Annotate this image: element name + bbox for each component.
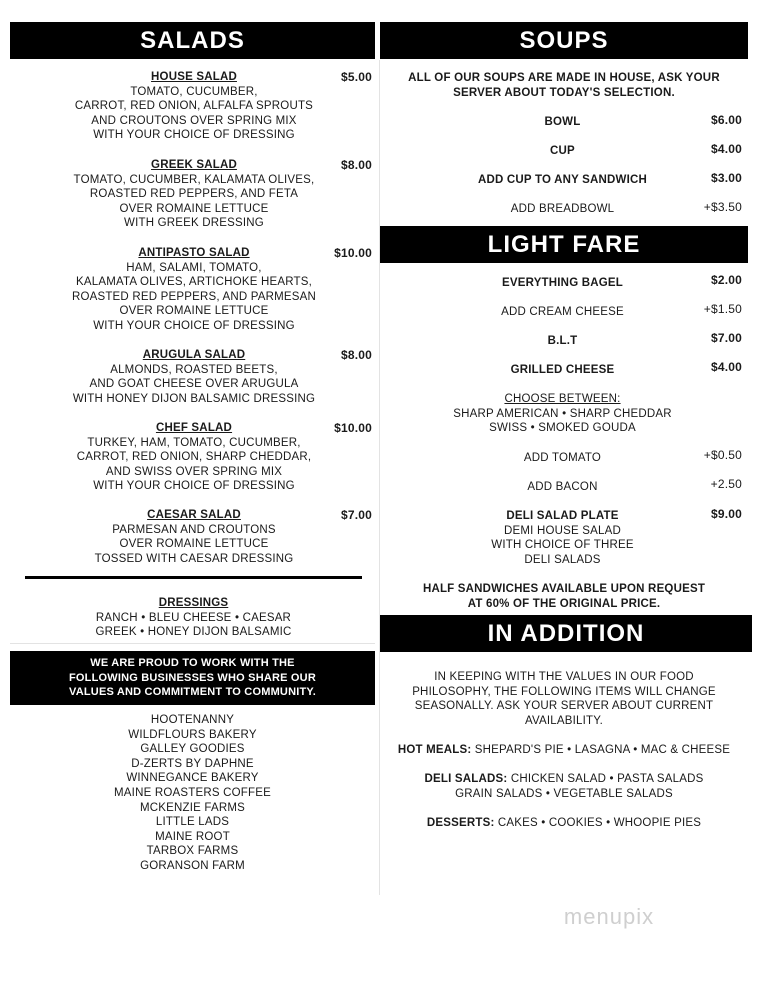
deli-plate-name: DELI SALAD PLATE bbox=[506, 510, 619, 522]
item-desc-line: WITH YOUR CHOICE OF DRESSING bbox=[93, 480, 295, 493]
salads-header: SALADS bbox=[10, 22, 375, 59]
soup-row-add-cup: ADD CUP TO ANY SANDWICH bbox=[477, 174, 648, 186]
lf-deli-plate bbox=[440, 509, 685, 567]
partners-banner-line: VALUES AND COMMITMENT TO COMMUNITY. bbox=[69, 686, 316, 699]
lf-row-add-tomato: ADD TOMATO bbox=[523, 452, 602, 464]
intro-line: AVAILABILITY. bbox=[524, 714, 604, 727]
partner-name: LITTLE LADS bbox=[155, 816, 230, 829]
item-desc-line: TOMATO, CUCUMBER, bbox=[130, 85, 258, 98]
soup-price-add-cup: $3.00 bbox=[710, 171, 742, 185]
lf-price-add-tomato: +$0.50 bbox=[703, 448, 742, 462]
item-name: CAESAR SALAD bbox=[147, 509, 241, 521]
lf-price-add-bacon: +2.50 bbox=[710, 477, 742, 491]
item-price: $8.00 bbox=[340, 348, 372, 362]
soups-header: SOUPS bbox=[380, 22, 748, 59]
choose-line: SWISS • SMOKED GOUDA bbox=[489, 422, 636, 435]
intro-line: IN KEEPING WITH THE VALUES IN OUR FOOD bbox=[434, 671, 694, 683]
soup-row-breadbowl: ADD BREADBOWL bbox=[510, 203, 615, 215]
item-desc-line: WITH YOUR CHOICE OF DRESSING bbox=[93, 319, 295, 332]
partner-name: WILDFLOURS BAKERY bbox=[128, 728, 257, 741]
partner-name: HOOTENANNY bbox=[150, 714, 235, 726]
soup-price-bowl: $6.00 bbox=[710, 113, 742, 127]
soups-intro-line: ALL OF OUR SOUPS ARE MADE IN HOUSE, ASK YOUR bbox=[408, 72, 720, 84]
column-divider bbox=[379, 60, 380, 895]
lf-price-deli-plate: $9.00 bbox=[710, 507, 742, 521]
lf-choose-block bbox=[420, 392, 705, 436]
partner-name: GORANSON FARM bbox=[140, 859, 245, 872]
in-addition-intro bbox=[385, 670, 743, 728]
item-name: HOUSE SALAD bbox=[151, 71, 237, 83]
menu-item-greek-salad bbox=[50, 158, 338, 231]
soup-price-cup: $4.00 bbox=[710, 142, 742, 156]
item-desc-line: OVER ROMAINE LETTUCE bbox=[119, 538, 269, 551]
item-desc-line: TURKEY, HAM, TOMATO, CUCUMBER, bbox=[87, 436, 301, 449]
partner-name: MAINE ROASTERS COFFEE bbox=[114, 786, 271, 799]
item-desc-line: ROASTED RED PEPPERS, AND PARMESAN bbox=[71, 290, 317, 303]
intro-line: SEASONALLY. ASK YOUR SERVER ABOUT CURRENT bbox=[414, 700, 714, 713]
hot-meals-label: HOT MEALS: bbox=[397, 744, 472, 756]
item-desc-line: AND SWISS OVER SPRING MIX bbox=[105, 465, 283, 478]
in-addition-header: IN ADDITION bbox=[380, 615, 752, 652]
section-divider bbox=[25, 576, 362, 579]
light-fare-header: LIGHT FARE bbox=[380, 226, 748, 263]
item-price: $10.00 bbox=[334, 246, 372, 260]
partner-name: MCKENZIE FARMS bbox=[139, 801, 246, 814]
deli-salads-label: DELI SALADS: bbox=[424, 773, 508, 785]
choose-title: CHOOSE BETWEEN: bbox=[504, 393, 621, 405]
item-desc-line: ALMONDS, ROASTED BEETS, bbox=[110, 363, 278, 376]
partner-name: MAINE ROOT bbox=[155, 830, 230, 843]
item-desc-line: TOSSED WITH CAESAR DRESSING bbox=[94, 552, 294, 565]
item-price: $8.00 bbox=[340, 158, 372, 172]
soup-row-cup: CUP bbox=[550, 145, 575, 157]
lf-row-add-bacon: ADD BACON bbox=[527, 481, 598, 493]
light-divider bbox=[10, 643, 375, 644]
item-price: $7.00 bbox=[340, 508, 372, 522]
menu-item-arugula-salad bbox=[50, 348, 338, 406]
deli-plate-desc: DEMI HOUSE SALAD bbox=[504, 524, 621, 537]
lf-row-blt: B.L.T bbox=[547, 335, 578, 347]
soup-price-breadbowl: +$3.50 bbox=[703, 200, 742, 214]
lf-price-bagel: $2.00 bbox=[710, 273, 742, 287]
partners-banner-line: FOLLOWING BUSINESSES WHO SHARE OUR bbox=[69, 671, 316, 684]
dressings-title: DRESSINGS bbox=[158, 597, 229, 609]
deli-salads-text2: GRAIN SALADS • VEGETABLE SALADS bbox=[455, 787, 673, 800]
lf-row-grilled-cheese: GRILLED CHEESE bbox=[510, 364, 615, 376]
intro-line: PHILOSOPHY, THE FOLLOWING ITEMS WILL CHANGE bbox=[412, 685, 716, 698]
partner-name: D-ZERTS BY DAPHNE bbox=[131, 757, 254, 770]
hot-meals-text: SHEPARD'S PIE • LASAGNA • MAC & CHEESE bbox=[471, 744, 731, 756]
item-desc-line: HAM, SALAMI, TOMATO, bbox=[126, 261, 262, 274]
partner-name: TARBOX FARMS bbox=[146, 845, 239, 858]
soups-intro-line: SERVER ABOUT TODAY'S SELECTION. bbox=[453, 86, 675, 99]
item-desc-line: ROASTED RED PEPPERS, AND FETA bbox=[89, 188, 299, 201]
desserts-line bbox=[385, 816, 743, 831]
dressings-line: RANCH • BLEU CHEESE • CAESAR bbox=[95, 611, 292, 624]
partner-name: WINNEGANCE BAKERY bbox=[126, 772, 259, 785]
menu-item-caesar-salad bbox=[50, 508, 338, 566]
half-sandwich-note bbox=[385, 582, 743, 611]
lf-price-cream-cheese: +$1.50 bbox=[703, 302, 742, 316]
item-desc-line: TOMATO, CUCUMBER, KALAMATA OLIVES, bbox=[73, 173, 315, 186]
choose-line: SHARP AMERICAN • SHARP CHEDDAR bbox=[453, 407, 672, 420]
lf-row-cream-cheese: ADD CREAM CHEESE bbox=[501, 306, 624, 318]
lf-price-grilled-cheese: $4.00 bbox=[710, 360, 742, 374]
hot-meals-line bbox=[385, 743, 743, 758]
lf-price-blt: $7.00 bbox=[710, 331, 742, 345]
item-desc-line: WITH GREEK DRESSING bbox=[124, 217, 264, 230]
item-desc-line: WITH HONEY DIJON BALSAMIC DRESSING bbox=[72, 392, 316, 405]
item-price: $5.00 bbox=[340, 70, 372, 84]
soups-intro bbox=[385, 71, 743, 100]
item-price: $10.00 bbox=[334, 421, 372, 435]
item-name: GREEK SALAD bbox=[151, 159, 237, 171]
item-desc-line: KALAMATA OLIVES, ARTICHOKE HEARTS, bbox=[75, 276, 313, 289]
partner-name: GALLEY GOODIES bbox=[140, 743, 245, 756]
half-note-line: AT 60% OF THE ORIGINAL PRICE. bbox=[467, 597, 661, 610]
partners-banner bbox=[10, 651, 375, 705]
menu-item-antipasto-salad bbox=[50, 246, 338, 334]
item-desc-line: OVER ROMAINE LETTUCE bbox=[119, 202, 269, 215]
item-name: ARUGULA SALAD bbox=[142, 349, 246, 361]
partners-banner-line: WE ARE PROUD TO WORK WITH THE bbox=[90, 657, 295, 669]
deli-plate-desc: DELI SALADS bbox=[524, 553, 601, 566]
deli-salads-block bbox=[385, 772, 743, 801]
partners-list bbox=[10, 713, 375, 874]
item-desc-line: PARMESAN AND CROUTONS bbox=[112, 523, 276, 536]
item-desc-line: AND GOAT CHEESE OVER ARUGULA bbox=[89, 378, 299, 391]
desserts-text: CAKES • COOKIES • WHOOPIE PIES bbox=[494, 817, 702, 829]
item-name: CHEF SALAD bbox=[155, 422, 233, 434]
watermark-logo: menupix bbox=[563, 904, 655, 929]
menu-item-chef-salad bbox=[50, 421, 338, 494]
item-desc-line: CARROT, RED ONION, SHARP CHEDDAR, bbox=[76, 451, 312, 464]
lf-row-bagel: EVERYTHING BAGEL bbox=[502, 277, 623, 289]
deli-salads-text: CHICKEN SALAD • PASTA SALADS bbox=[507, 773, 704, 785]
dressings-line: GREEK • HONEY DIJON BALSAMIC bbox=[95, 626, 292, 639]
dressings-block bbox=[25, 596, 362, 640]
item-desc-line: AND CROUTONS OVER SPRING MIX bbox=[91, 114, 297, 127]
item-name: ANTIPASTO SALAD bbox=[138, 247, 250, 259]
half-note-line: HALF SANDWICHES AVAILABLE UPON REQUEST bbox=[422, 583, 706, 595]
menu-item-house-salad bbox=[50, 70, 338, 143]
item-desc-line: CARROT, RED ONION, ALFALFA SPROUTS bbox=[74, 100, 314, 113]
deli-plate-desc: WITH CHOICE OF THREE bbox=[491, 539, 634, 552]
soup-row-bowl: BOWL bbox=[544, 116, 581, 128]
item-desc-line: WITH YOUR CHOICE OF DRESSING bbox=[93, 129, 295, 142]
desserts-label: DESSERTS: bbox=[426, 817, 495, 829]
item-desc-line: OVER ROMAINE LETTUCE bbox=[119, 305, 269, 318]
